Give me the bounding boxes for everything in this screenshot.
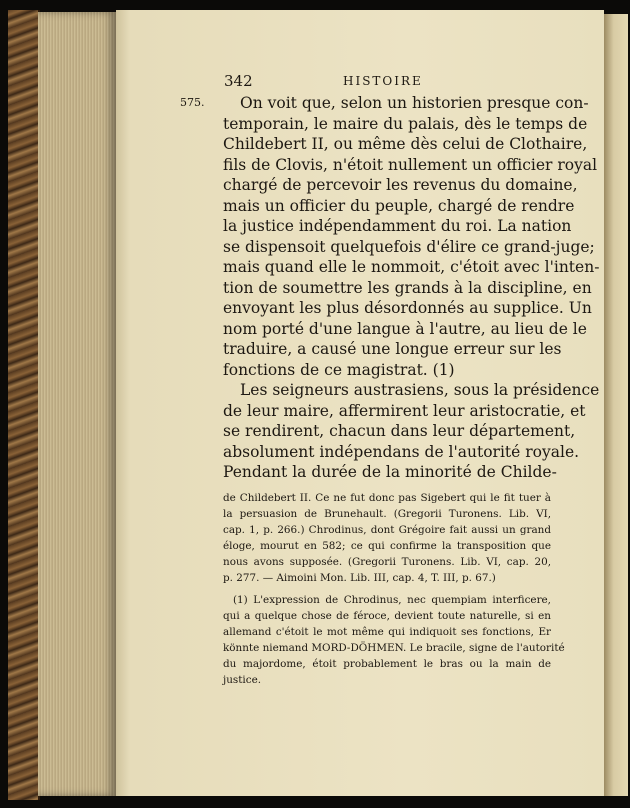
body-line: temporain, le maire du palais, dès le temps de [223,114,588,133]
body-line: nom porté d'une langue à l'autre, au lieu de le [223,319,587,338]
body-line: de leur maire, affermirent leur aristocratie, et [223,401,586,420]
body-line: mais un officier du peuple, chargé de rendre [223,196,575,215]
running-head: HISTOIRE [343,74,423,88]
body-line: fils de Clovis, n'étoit nullement un officier royal [223,155,598,174]
footnote-line: justice. [223,674,262,686]
book-cover-marbled [8,10,40,800]
facing-page-edge [604,14,628,796]
footnote-line: p. 277. — Aimoini Mon. Lib. III, cap. 4, T. III, p. 67.) [223,572,496,584]
body-line: fonctions de ce magistrat. (1) [223,360,455,379]
body-line: Pendant la durée de la minorité de Childe- [223,463,557,481]
footnote-line: allemand c'étoit le mot même qui indiquoit ses fonctions, Er [223,626,551,638]
body-line: absolument indépendans de l'autorité royale. [223,442,580,461]
footnote-line: cap. 1, p. 266.) Chrodinus, dont Grégoire fait aussi un grand [223,524,551,536]
footnote-line: de Childebert II. Ce ne fut donc pas Sigebert qui le fit tuer à [223,492,551,504]
page-number: 342 [224,72,253,90]
footnote-line: qui a quelque chose de féroce, devient toute naturelle, si en [223,610,551,622]
body-line: On voit que, selon un historien presque con- [240,94,589,112]
body-line: Childebert II, ou même dès celui de Clothaire, [223,135,588,153]
footnote-line: nous avons supposée. (Gregorii Turonens. Lib. VI, cap. 20, [223,556,551,568]
footnote-line: éloge, mourut en 582; ce qui confirme la transposition que [223,540,551,552]
footnote-line: la persuasion de Brunehault. (Gregorii Turonens. Lib. VI, [223,508,551,520]
footnote-line: könnte niemand MORD-DÖHMEN. Le bracile, signe de l'autorité [223,642,565,654]
footnote-line: (1) L'expression de Chrodinus, nec quempiam interficere, [233,594,551,606]
body-line: se rendirent, chacun dans leur département, [223,422,576,440]
body-line: se dispensoit quelquefois d'élire ce grand-juge; [223,237,595,256]
footnote-line: du majordome, étoit probablement le bras ou la main de [223,658,551,670]
body-line: traduire, a causé une longue erreur sur les [223,340,562,358]
body-line: chargé de percevoir les revenus du domaine, [223,176,578,194]
margin-date: 575. [180,96,205,109]
body-line: mais quand elle le nommoit, c'étoit avec l'inten- [223,258,600,276]
body-line: envoyant les plus désordonnés au supplice. Un [223,299,592,317]
body-line: tion de soumettre les grands à la discipline, en [223,278,592,297]
body-line: la justice indépendamment du roi. La nation [223,217,572,235]
page-edges [38,12,116,796]
body-line: Les seigneurs austrasiens, sous la présidence [240,381,600,399]
